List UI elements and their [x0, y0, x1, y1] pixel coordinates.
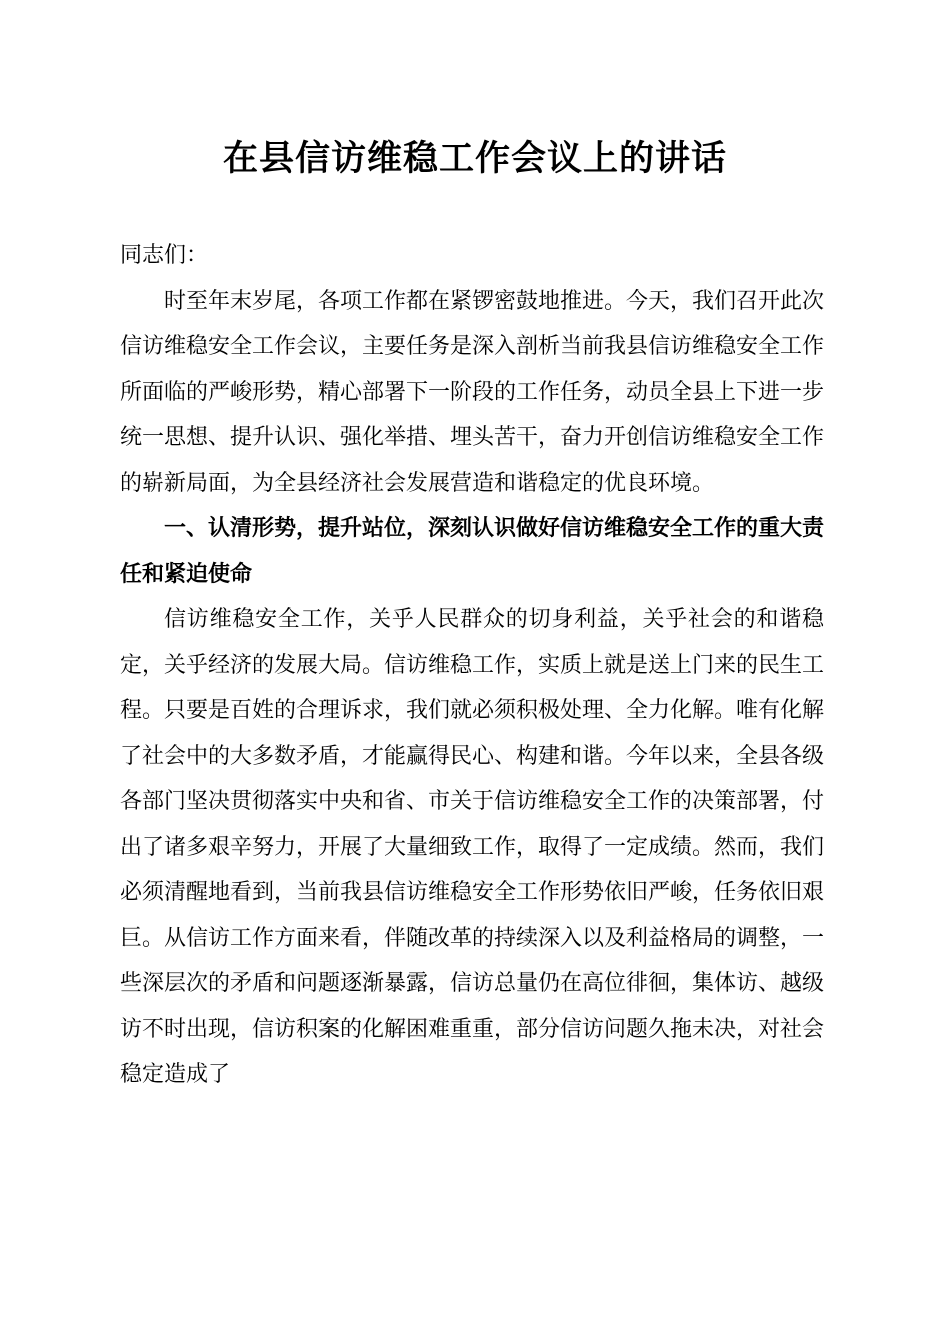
document-title: 在县信访维稳工作会议上的讲话	[222, 138, 727, 179]
document-body	[120, 233, 824, 1098]
section-heading-1: 一、认清形势，提升站位，深刻认识做好信访维稳安全工作的重大责任和紧迫使命	[120, 516, 825, 587]
salutation: 同志们：	[120, 243, 209, 268]
section-1-paragraph: 信访维稳安全工作，关乎人民群众的切身利益，关乎社会的和谐稳定，关乎经济的发展大局。信访维稳工作，实质上就是送上门来的民生工程。只要是百姓的合理诉求，我们就必须积极处理、全力化解。唯有化解了社会中的大多数矛盾，才能赢得民心、构建和谐。今年以来，全县各级各部门坚决贯彻落实中央和省、市关于信访维稳安全工作的决策部署，付出了诸多艰辛努力，开展了大量细致工作，取得了一定成绩。然而，我们必须清醒地看到，当前我县信访维稳安全工作形势依旧严峻，任务依旧艰巨。从信访工作方面来看，伴随改革的持续深入以及利益格局的调整，一些深层次的矛盾和问题逐渐暴露，信访总量仍在高位徘徊，集体访、越级访不时出现，信访积案的化解困难重重，部分信访问题久拖未决，对社会稳定造成了	[120, 607, 825, 1087]
intro-paragraph: 时至年末岁尾，各项工作都在紧锣密鼓地推进。今天，我们召开此次信访维稳安全工作会议，主要任务是深入剖析当前我县信访维稳安全工作所面临的严峻形势，精心部署下一阶段的工作任务，动员全县上下进一步统一思想、提升认识、强化举措、埋头苦干，奋力开创信访维稳安全工作的崭新局面，为全县经济社会发展营造和谐稳定的优良环境。	[120, 288, 825, 496]
